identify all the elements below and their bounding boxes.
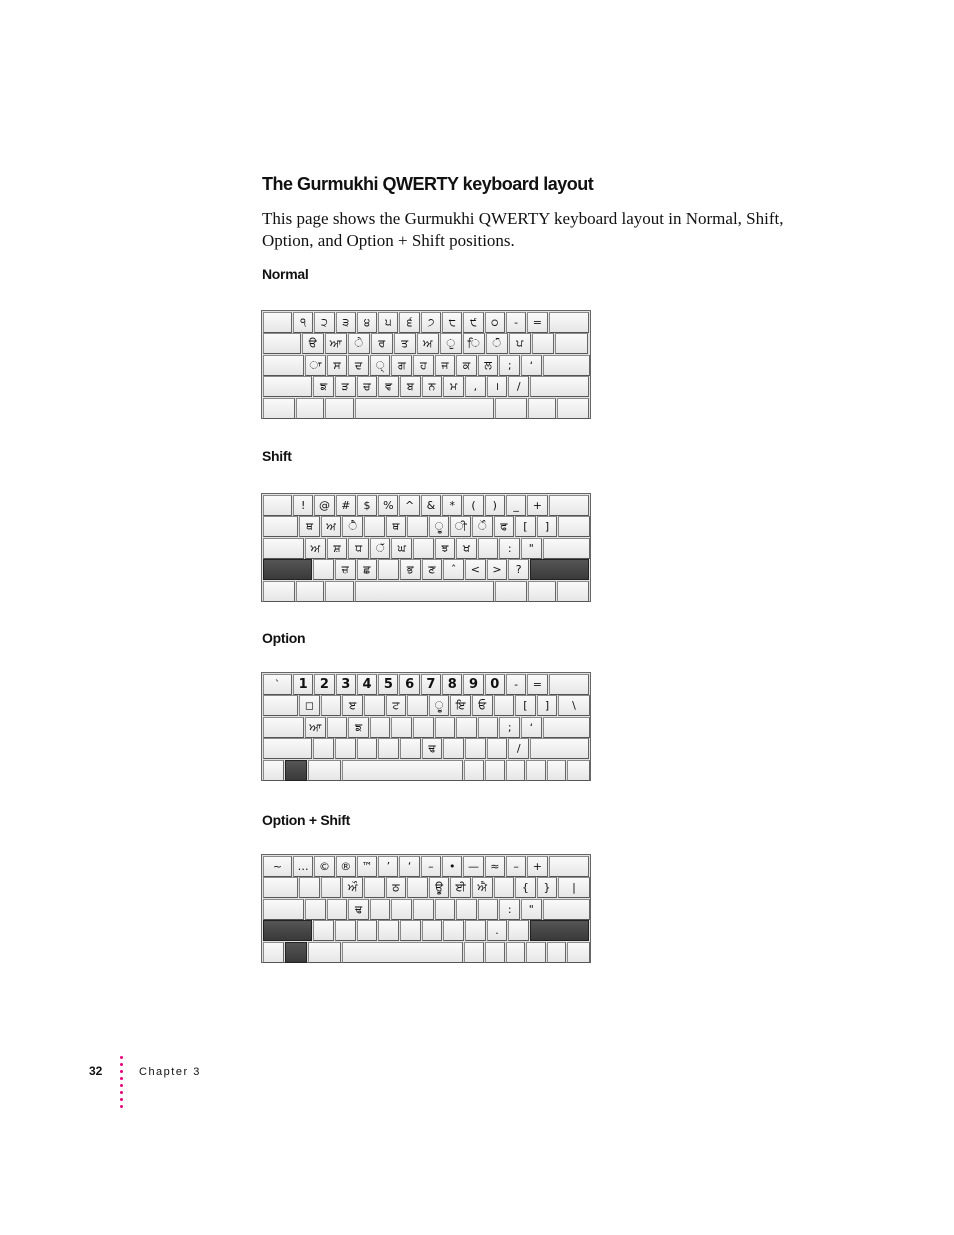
keyboard-key: ʻ (521, 717, 542, 738)
keyboard-key: ਹ (413, 355, 434, 376)
keyboard-key: % (378, 495, 398, 516)
keyboard-key (465, 920, 486, 941)
keyboard-key: ੁ (440, 333, 462, 354)
keyboard-key: ਸ਼ (327, 538, 348, 559)
keyboard-key: 2 (314, 674, 334, 695)
intro-paragraph: This page shows the Gurmukhi QWERTY keyboard layout in Normal, Shift, Option, and Option + Shift positions. (262, 209, 784, 250)
keyboard-key (530, 376, 589, 397)
keyboard-key (495, 398, 527, 419)
keyboard-key (530, 738, 589, 759)
keyboard-key (296, 581, 324, 602)
keyboard-key (342, 760, 463, 781)
keyboard-key (296, 398, 324, 419)
keyboard-key: ਥ (386, 516, 407, 537)
keyboard-key (407, 695, 428, 716)
keyboard-key (485, 760, 505, 781)
keyboard-key (495, 581, 527, 602)
keyboard-row (263, 376, 590, 397)
keyboard-key: ਖ (456, 538, 477, 559)
keyboard-key: – (506, 856, 526, 877)
keyboard-key: ਵ (378, 376, 399, 397)
keyboard-key: ਛ (357, 559, 378, 580)
keyboard-key: ਣ (422, 559, 443, 580)
keyboard-row (263, 899, 591, 920)
keyboard-key (487, 738, 508, 759)
keyboard-key: ਲ (478, 355, 499, 376)
keyboard-key (456, 717, 477, 738)
keyboard-key: ਝ (435, 538, 456, 559)
keyboard-key (443, 738, 464, 759)
keyboard-key: # (336, 495, 356, 516)
keyboard-key: * (442, 495, 462, 516)
keyboard-key (263, 920, 312, 941)
keyboard-key (464, 760, 484, 781)
keyboard-key: ੨ (314, 312, 334, 333)
keyboard-key (465, 738, 486, 759)
keyboard-row (263, 717, 591, 738)
keyboard-key (530, 559, 589, 580)
keyboard-key (370, 717, 391, 738)
keyboard-key (558, 516, 589, 537)
keyboard-key: ™ (357, 856, 377, 877)
keyboard-key: ਇ (450, 695, 471, 716)
keyboard-key (321, 877, 342, 898)
keyboard-key: ਔ (342, 877, 363, 898)
keyboard-key (478, 899, 499, 920)
keyboard-key: ਢ (422, 738, 443, 759)
keyboard-key: " (521, 899, 542, 920)
keyboard-key (321, 695, 342, 716)
keyboard-key: + (527, 856, 547, 877)
keyboard-key: 6 (399, 674, 419, 695)
keyboard-key: + (527, 495, 547, 516)
keyboard-key: - (506, 674, 526, 695)
keyboard-row (263, 877, 591, 898)
keyboard-key (355, 581, 494, 602)
keyboard-key: ਆ (325, 333, 347, 354)
keyboard-key (555, 333, 589, 354)
keyboard-key (494, 695, 515, 716)
page-number: 32 (89, 1064, 103, 1078)
keyboard-key (313, 559, 334, 580)
keyboard-key: ੬ (399, 312, 419, 333)
keyboard-key (327, 899, 348, 920)
keyboard-normal (261, 310, 591, 419)
keyboard-key: " (521, 538, 542, 559)
keyboard-key: ਤ (394, 333, 416, 354)
keyboard-row (263, 312, 590, 333)
keyboard-key: ੋ (486, 333, 508, 354)
keyboard-key: ਠ (386, 877, 407, 898)
keyboard-key (413, 717, 434, 738)
keyboard-key: \ (558, 695, 589, 716)
keyboard-key: ੮ (442, 312, 462, 333)
keyboard-key (478, 538, 499, 559)
keyboard-key: ੳ (302, 333, 324, 354)
keyboard-key: = (527, 312, 547, 333)
keyboard-key: { (515, 877, 536, 898)
keyboard-key: 3 (336, 674, 356, 695)
keyboard-key: $ (357, 495, 377, 516)
keyboard-key: = (527, 674, 547, 695)
keyboard-key (543, 717, 590, 738)
keyboard-key (543, 538, 590, 559)
keyboard-key: ਐ (472, 877, 493, 898)
keyboard-key: : (499, 899, 520, 920)
keyboard-row (263, 856, 590, 877)
keyboard-label-normal: Normal (262, 266, 309, 282)
keyboard-key: ʻ (521, 355, 542, 376)
keyboard-key (547, 760, 567, 781)
keyboard-key: ਟ (386, 695, 407, 716)
dotted-divider (120, 1056, 123, 1108)
keyboard-row (263, 760, 591, 781)
keyboard-key: < (465, 559, 486, 580)
keyboard-key (400, 738, 421, 759)
keyboard-key: ਊ (429, 877, 450, 898)
keyboard-key: / (508, 376, 529, 397)
keyboard-key: ੜ (335, 376, 356, 397)
keyboard-key (435, 899, 456, 920)
keyboard-key: ੦ (485, 312, 505, 333)
keyboard-row (263, 674, 590, 695)
keyboard-key (543, 899, 590, 920)
keyboard-key: ~ (263, 856, 292, 877)
keyboard-key: ਸ (327, 355, 348, 376)
keyboard-key: _ (506, 495, 526, 516)
keyboard-shift (261, 493, 591, 602)
keyboard-key: ਅ (305, 538, 326, 559)
keyboard-key (335, 738, 356, 759)
keyboard-key (391, 717, 412, 738)
keyboard-key (335, 920, 356, 941)
keyboard-key (263, 738, 312, 759)
keyboard-key (263, 398, 295, 419)
keyboard-key: ! (293, 495, 313, 516)
keyboard-key (325, 581, 355, 602)
keyboard-row (263, 695, 591, 716)
keyboard-key: ਭ (400, 559, 421, 580)
keyboard-key (299, 877, 320, 898)
keyboard-key: ੈ (342, 516, 363, 537)
keyboard-key: ਰ (371, 333, 393, 354)
keyboard-key (263, 760, 284, 781)
keyboard-key: @ (314, 495, 334, 516)
keyboard-key: ਥ (299, 516, 320, 537)
keyboard-key (378, 920, 399, 941)
keyboard-key (263, 717, 304, 738)
keyboard-key (263, 581, 295, 602)
keyboard-key: ^ (399, 495, 419, 516)
keyboard-key: ਙ (348, 717, 369, 738)
keyboard-key (263, 559, 312, 580)
keyboard-key (506, 942, 526, 963)
keyboard-key (547, 942, 567, 963)
keyboard-key (478, 717, 499, 738)
keyboard-key (557, 581, 589, 602)
keyboard-key (567, 942, 589, 963)
keyboard-row (263, 942, 591, 963)
keyboard-key: ◻ (299, 695, 320, 716)
keyboard-key: & (421, 495, 441, 516)
keyboard-key: ˆ (443, 559, 464, 580)
keyboard-key: ਗ (391, 355, 412, 376)
keyboard-key: । (487, 376, 508, 397)
keyboard-key (435, 717, 456, 738)
keyboard-key: } (537, 877, 558, 898)
keyboard-key: ੫ (378, 312, 398, 333)
keyboard-key: ੲ (342, 695, 363, 716)
keyboard-key: • (442, 856, 462, 877)
keyboard-key: ? (508, 559, 529, 580)
keyboard-key: . (487, 920, 508, 941)
keyboard-row (263, 495, 590, 516)
keyboard-key: ਢ (348, 899, 369, 920)
keyboard-key: ਆ (305, 717, 326, 738)
keyboard-key (364, 877, 385, 898)
keyboard-key: ੭ (421, 312, 441, 333)
keyboard-key (494, 877, 515, 898)
keyboard-key: [ (515, 516, 536, 537)
keyboard-key (378, 559, 399, 580)
keyboard-key: ) (485, 495, 505, 516)
keyboard-key: ਓ (472, 695, 493, 716)
keyboard-key: ਈ (450, 877, 471, 898)
keyboard-key (413, 538, 434, 559)
keyboard-key (263, 376, 312, 397)
keyboard-row (263, 355, 591, 376)
keyboard-key: ≈ (485, 856, 505, 877)
keyboard-label-option: Option (262, 630, 306, 646)
keyboard-key (413, 899, 434, 920)
keyboard-key (263, 942, 284, 963)
keyboard-key (407, 877, 428, 898)
keyboard-key (285, 760, 307, 781)
keyboard-key (443, 920, 464, 941)
keyboard-label-shift: Shift (262, 448, 292, 464)
keyboard-row (263, 920, 590, 941)
keyboard-key (508, 920, 529, 941)
keyboard-key: ੱ (370, 538, 391, 559)
keyboard-key: ਫ (494, 516, 515, 537)
keyboard-key (549, 312, 590, 333)
keyboard-key (543, 355, 590, 376)
keyboard-key: ੯ (463, 312, 483, 333)
keyboard-key: ਪ (509, 333, 531, 354)
keyboard-key: ੀ (450, 516, 471, 537)
keyboard-key: 7 (421, 674, 441, 695)
keyboard-key: — (463, 856, 483, 877)
keyboard-key: ਧ (348, 538, 369, 559)
keyboard-key (308, 942, 342, 963)
keyboard-key: ] (537, 516, 558, 537)
keyboard-key: – (421, 856, 441, 877)
keyboard-key: ( (463, 495, 483, 516)
keyboard-key: 5 (378, 674, 398, 695)
keyboard-key: ਬ (400, 376, 421, 397)
keyboard-key: , (465, 376, 486, 397)
keyboard-key: ਾ (305, 355, 326, 376)
keyboard-key: ਕ (456, 355, 477, 376)
keyboard-key (325, 398, 355, 419)
keyboard-key: ੂ (429, 695, 450, 716)
keyboard-key (263, 695, 298, 716)
keyboard-key (526, 942, 546, 963)
keyboard-key (400, 920, 421, 941)
keyboard-key: : (499, 538, 520, 559)
keyboard-key: ® (336, 856, 356, 877)
keyboard-key: > (487, 559, 508, 580)
keyboard-key: ਜ (435, 355, 456, 376)
keyboard-key (422, 920, 443, 941)
keyboard-key: ਚ (357, 376, 378, 397)
keyboard-row (263, 559, 590, 580)
keyboard-row (263, 398, 590, 419)
keyboard-key (285, 942, 307, 963)
keyboard-key: ੂ (429, 516, 450, 537)
keyboard-key: ] (537, 695, 558, 716)
keyboard-key (557, 398, 589, 419)
keyboard-row (263, 333, 589, 354)
keyboard-key: ਙ (313, 376, 334, 397)
keyboard-label-option-shift: Option + Shift (262, 812, 350, 828)
keyboard-key: [ (515, 695, 536, 716)
keyboard-key: ਿ (463, 333, 485, 354)
keyboard-key (485, 942, 505, 963)
keyboard-key: - (506, 312, 526, 333)
keyboard-key: ੧ (293, 312, 313, 333)
keyboard-key: ੩ (336, 312, 356, 333)
keyboard-key: © (314, 856, 334, 877)
keyboard-key (305, 899, 326, 920)
keyboard-key (263, 355, 304, 376)
keyboard-key: ; (499, 717, 520, 738)
keyboard-key (528, 398, 556, 419)
keyboard-key: / (508, 738, 529, 759)
keyboard-key: ਮ (443, 376, 464, 397)
keyboard-key (263, 538, 304, 559)
keyboard-key: ੌ (472, 516, 493, 537)
keyboard-key (456, 899, 477, 920)
keyboard-key (464, 942, 484, 963)
keyboard-key (378, 738, 399, 759)
keyboard-key (407, 516, 428, 537)
keyboard-key (355, 398, 494, 419)
keyboard-key: ਅ (321, 516, 342, 537)
keyboard-key: ਦ (348, 355, 369, 376)
keyboard-key: ਨ (422, 376, 443, 397)
keyboard-key (263, 899, 304, 920)
keyboard-row (263, 516, 591, 537)
keyboard-key (357, 738, 378, 759)
keyboard-key: 0 (485, 674, 505, 695)
keyboard-key (313, 738, 334, 759)
chapter-label: Chapter 3 (139, 1066, 201, 1078)
keyboard-key: ਘ (391, 538, 412, 559)
keyboard-key: ` (263, 674, 292, 695)
keyboard-key: | (558, 877, 589, 898)
keyboard-key (313, 920, 334, 941)
keyboard-key (357, 920, 378, 941)
keyboard-key: 1 (293, 674, 313, 695)
keyboard-key: ੪ (357, 312, 377, 333)
keyboard-key (263, 312, 292, 333)
keyboard-key (263, 495, 292, 516)
keyboard-key: ; (499, 355, 520, 376)
keyboard-row (263, 581, 590, 602)
keyboard-key (549, 495, 590, 516)
keyboard-key: 4 (357, 674, 377, 695)
keyboard-key: ਜ਼ (335, 559, 356, 580)
keyboard-key (530, 920, 589, 941)
keyboard-key (567, 760, 589, 781)
keyboard-key (549, 674, 590, 695)
keyboard-key (391, 899, 412, 920)
keyboard-key (364, 695, 385, 716)
keyboard-key: ੍ (370, 355, 391, 376)
keyboard-key (263, 516, 298, 537)
keyboard-key (263, 877, 298, 898)
keyboard-key (506, 760, 526, 781)
keyboard-key: … (293, 856, 313, 877)
keyboard-key (308, 760, 342, 781)
keyboard-key: 8 (442, 674, 462, 695)
keyboard-key (364, 516, 385, 537)
keyboard-option (261, 672, 591, 781)
keyboard-key (526, 760, 546, 781)
keyboard-key (532, 333, 554, 354)
keyboard-key (327, 717, 348, 738)
keyboard-key: ’ (378, 856, 398, 877)
keyboard-key: ਅ (417, 333, 439, 354)
keyboard-key (342, 942, 463, 963)
keyboard-key (549, 856, 590, 877)
keyboard-row (263, 538, 591, 559)
keyboard-option-shift (261, 854, 591, 963)
keyboard-key: 9 (463, 674, 483, 695)
keyboard-row (263, 738, 590, 759)
keyboard-key: ੇ (348, 333, 370, 354)
keyboard-key: ‘ (399, 856, 419, 877)
page-title: The Gurmukhi QWERTY keyboard layout (262, 174, 594, 194)
keyboard-key (370, 899, 391, 920)
keyboard-key (528, 581, 556, 602)
keyboard-key (263, 333, 301, 354)
